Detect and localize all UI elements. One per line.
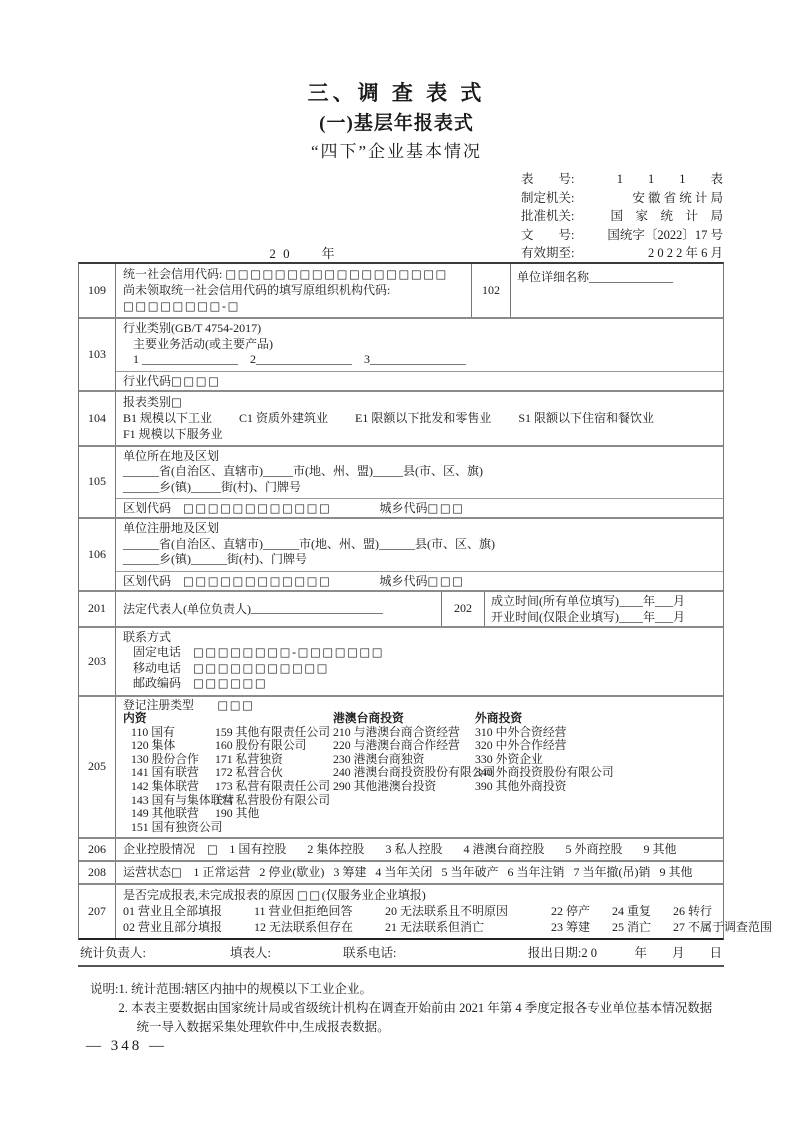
- foreign-header: 外商投资: [475, 711, 523, 726]
- list-item: 390 其他外商投资: [475, 779, 567, 794]
- legal-rep-label: 法定代表人(单位负责人): [123, 601, 251, 616]
- list-item: 1 正常运营: [193, 865, 251, 880]
- list-item: 6 当年注销: [507, 865, 565, 880]
- list-item: 240 港澳台商投资股份有限公司: [333, 765, 496, 780]
- row-105: [79, 445, 723, 518]
- list-item: 4 当年关闭: [375, 865, 433, 880]
- division-code-label: 区划代码: [123, 573, 172, 588]
- industry-class-label: 行业类别(GB/T 4754-2017): [123, 321, 262, 335]
- form-title: “四下”企业基本情况: [310, 141, 483, 161]
- registration-type-label: 登记注册类型: [123, 697, 194, 712]
- row-206: [79, 837, 723, 860]
- list-item: 310 中外合资经营: [475, 724, 567, 739]
- postcode-boxes: □□□□□□: [193, 676, 268, 690]
- list-item: 141 国有联营: [131, 765, 199, 780]
- list-item: 142 集体联营: [131, 779, 199, 794]
- report-type-option-f1: F1 规模以下服务业: [123, 426, 223, 441]
- registered-location-title: 单位注册地及区划: [123, 521, 220, 535]
- list-item: 120 集体: [131, 738, 176, 753]
- notes-label: 说明:: [90, 982, 119, 997]
- row-number-201: 201: [79, 592, 116, 626]
- list-item: 172 私营合伙: [215, 765, 283, 780]
- unit-name-label: 单位详细名称: [517, 270, 590, 284]
- list-item: 3 筹建: [333, 865, 367, 880]
- row-number-104: 104: [79, 392, 116, 445]
- meta-value: 国统字〔2022〕17 号: [607, 227, 723, 242]
- completion-reason-boxes: □□: [297, 888, 322, 903]
- meta-value: 1 1 1 表: [616, 172, 723, 186]
- report-type-label: 报表类别: [123, 394, 172, 409]
- registered-street-line: ______乡(镇)______街(村)、门牌号: [123, 552, 307, 566]
- unit-name-cell: [511, 264, 723, 317]
- org-code-label: 尚未领取统一社会信用代码的填写原组织机构代码:: [123, 283, 391, 297]
- activity-blanks: 1 ________________ 2________________ 3________________: [133, 352, 467, 366]
- title-block: [0, 78, 793, 165]
- industry-code-label: 行业代码: [123, 373, 172, 388]
- list-item: 02 营业且部分填报: [123, 920, 223, 935]
- row-205: [79, 695, 723, 838]
- registration-type-boxes: □□□: [217, 697, 255, 712]
- report-date-label: 报出日期:2 0 年 月 日: [527, 946, 722, 961]
- contact-phone-label: 联系电话:: [343, 946, 397, 961]
- completion-options-row2: [123, 919, 773, 935]
- list-item: 220 与港澳台商合作经营: [333, 738, 460, 753]
- legal-rep-cell: [116, 592, 441, 626]
- list-item: 27 不属于调查范围: [673, 920, 773, 935]
- operating-status-box: □: [171, 865, 184, 880]
- list-item: 290 其他港澳台投资: [333, 779, 437, 794]
- meta-row-form-number: [521, 170, 723, 189]
- completion-options-row1: [123, 903, 716, 919]
- division-code-boxes: □□□□□□□□□□□□: [183, 501, 332, 515]
- founding-time-cell: [485, 592, 723, 626]
- legal-rep-blank: ______________________: [251, 600, 383, 615]
- location-province-line: ______省(自治区、直辖市)_____市(地、州、盟)_____县(市、区、旗): [123, 464, 483, 478]
- page-number: — 348 —: [86, 1038, 167, 1054]
- holding-status-box: □: [207, 842, 220, 857]
- completion-note: (仅服务业企业填报): [321, 888, 426, 903]
- domestic-codes-col1: [123, 724, 235, 835]
- list-item: 20 无法联系且不明原因: [385, 904, 509, 919]
- hmt-header: 港澳台商投资: [333, 711, 404, 726]
- domestic-header: 内资: [123, 711, 147, 726]
- meta-row-valid-until: [521, 244, 723, 263]
- list-item: 171 私营独资: [215, 751, 283, 766]
- form-table: [78, 262, 773, 940]
- list-item: 320 中外合作经营: [475, 738, 567, 753]
- list-item: 24 重复: [612, 904, 652, 919]
- list-item: 110 国有: [131, 724, 175, 739]
- list-item: 7 当年撤(吊)销: [573, 865, 651, 880]
- row-number-207: 207: [79, 885, 116, 938]
- list-item: 230 港澳台商独资: [333, 751, 425, 766]
- report-type-cell: [116, 392, 723, 445]
- notes-block: [78, 980, 724, 1037]
- signature-row: [78, 940, 724, 967]
- meta-row-doc-number: [521, 226, 723, 245]
- meta-row-issuer: [521, 189, 723, 208]
- operating-status-cell: [116, 862, 723, 883]
- division-code-boxes: □□□□□□□□□□□□: [183, 573, 332, 588]
- registered-code-subrow: [116, 571, 723, 590]
- list-item: 210 与港澳台商合资经营: [333, 724, 460, 739]
- row-104: [79, 390, 723, 445]
- list-item: 9 其他: [643, 842, 677, 857]
- row-number-208: 208: [79, 862, 116, 883]
- form-body: [78, 262, 773, 1037]
- list-item: 5 当年破产: [441, 865, 499, 880]
- operating-status-options: [193, 864, 692, 880]
- industry-code-boxes: □□□□: [171, 373, 221, 388]
- credit-code-boxes: □□□□□□□□□□□□□□□□□□: [225, 267, 448, 281]
- meta-label: 表 号:: [521, 172, 575, 186]
- row-208: [79, 860, 723, 883]
- registered-location-cell: [116, 519, 723, 590]
- mobile-label: 移动电话: [133, 660, 182, 675]
- meta-label: 制定机关:: [521, 190, 575, 205]
- list-item: 160 股份有限公司: [215, 738, 307, 753]
- report-type-options: [123, 410, 654, 426]
- row-number-205: 205: [79, 697, 116, 838]
- subsection-title: (一)基层年报表式: [319, 113, 474, 135]
- list-item: 190 其他: [215, 806, 260, 821]
- list-item: 149 其他联营: [131, 806, 199, 821]
- landline-boxes: □□□□□□□□-□□□□□□□: [193, 645, 385, 659]
- urban-rural-code-boxes: □□□: [427, 501, 465, 515]
- row-103: [79, 317, 723, 390]
- row-201: [79, 590, 723, 626]
- list-item: 4 港澳台商控股: [463, 842, 545, 857]
- meta-value: 2 0 2 2 年 6 月: [647, 246, 723, 260]
- domestic-codes-col2: [215, 726, 333, 835]
- opening-time-line: 开业时间(仅限企业填写)____年___月: [491, 609, 685, 624]
- report-year-line: 2 0 年: [269, 246, 337, 261]
- completion-status-cell: [116, 885, 773, 938]
- list-item: 130 股份合作: [131, 751, 199, 766]
- list-item: 159 其他有限责任公司: [215, 724, 331, 739]
- list-item: 21 无法联系但消亡: [385, 920, 485, 935]
- credit-code-cell: [116, 264, 471, 317]
- row-207: [79, 883, 773, 938]
- list-item: 3 私人控股: [385, 842, 443, 857]
- meta-label: 批准机关:: [521, 209, 575, 223]
- meta-value: 安 徽 省 统 计 局: [632, 190, 723, 205]
- row-106: [79, 517, 723, 590]
- landline-label: 固定电话: [133, 645, 182, 659]
- list-item: 151 国有独资公司: [131, 819, 223, 834]
- completion-question-label: 是否完成报表,未完成报表的原因: [123, 888, 295, 903]
- list-item: 1. 统计范围:辖区内抽中的规模以下工业企业。: [118, 982, 372, 997]
- list-item: 5 外商控股: [565, 842, 623, 857]
- meta-label: 文 号:: [521, 227, 575, 242]
- main-activity-label: 主要业务活动(或主要产品): [133, 336, 273, 351]
- urban-rural-code-boxes: □□□: [427, 573, 465, 588]
- org-code-boxes: □□□□□□□□-□: [123, 299, 240, 313]
- list-item: 2. 本表主要数据由国家统计局或省级统计机构在调查开始前由 2021 年第 4 季度定报各专业单位基本情况数据统一导入数据采集处理软件中,生成报表数据。: [118, 1001, 713, 1035]
- registration-type-cell: [116, 697, 723, 838]
- list-item: 23 筹建: [551, 920, 591, 935]
- list-item: 330 外资企业: [475, 751, 543, 766]
- foreign-codes-col: [475, 726, 716, 835]
- industry-cell: [116, 319, 723, 390]
- section-title: 三、调 查 表 式: [307, 81, 486, 105]
- list-item: 11 营业但拒绝回答: [254, 904, 353, 919]
- holding-status-cell: [116, 839, 723, 860]
- list-item: 9 其他: [659, 865, 693, 880]
- list-item: B1 规模以下工业: [123, 410, 213, 425]
- row-number-105: 105: [79, 447, 116, 518]
- meta-value: 国 家 统 计 局: [610, 209, 723, 223]
- preparer-label: 填表人:: [230, 946, 271, 961]
- list-item: C1 资质外建筑业: [239, 410, 329, 425]
- list-item: 26 转行: [673, 904, 713, 919]
- meta-label: 有效期至:: [521, 246, 575, 260]
- operating-status-label: 运营状态: [123, 865, 172, 880]
- list-item: 173 私营有限责任公司: [215, 779, 331, 794]
- notes-list: [118, 980, 724, 1037]
- list-item: E1 限额以下批发和零售业: [355, 410, 492, 425]
- list-item: 1 国有控股: [229, 842, 287, 857]
- row-203: [79, 626, 723, 695]
- form-meta: [521, 170, 723, 263]
- unit-name-blank: ______________: [589, 270, 674, 284]
- list-item: 2 停业(歇业): [259, 865, 325, 880]
- list-item: 12 无法联系但存在: [254, 920, 354, 935]
- location-street-line: ______乡(镇)_____街(村)、门牌号: [123, 479, 301, 494]
- row-number-203: 203: [79, 628, 116, 695]
- location-code-subrow: [116, 498, 723, 517]
- location-title: 单位所在地及区划: [123, 448, 220, 463]
- postcode-label: 邮政编码: [133, 676, 182, 690]
- urban-rural-code-label: 城乡代码: [379, 501, 428, 515]
- list-item: 340 外商投资股份有限公司: [475, 765, 614, 780]
- list-item: 01 营业且全部填报: [123, 904, 223, 919]
- list-item: 2 集体控股: [307, 842, 365, 857]
- holding-status-label: 企业控股情况: [123, 842, 196, 857]
- list-item: 22 停产: [551, 904, 591, 919]
- industry-code-subrow: [116, 371, 723, 390]
- mobile-boxes: □□□□□□□□□□□: [193, 660, 330, 675]
- credit-code-label: 统一社会信用代码:: [123, 267, 223, 281]
- hmt-codes-col: [333, 724, 496, 835]
- urban-rural-code-label: 城乡代码: [379, 573, 428, 588]
- meta-row-approver: [521, 207, 723, 226]
- row-number-103: 103: [79, 319, 116, 390]
- row-number-202: 202: [441, 592, 485, 626]
- row-number-102: 102: [471, 264, 511, 317]
- list-item: 174 私营股份有限公司: [215, 792, 331, 807]
- report-type-box: □: [171, 394, 184, 409]
- contact-cell: [116, 628, 723, 695]
- list-item: 25 消亡: [612, 920, 652, 935]
- list-item: 143 国有与集体联营: [131, 792, 235, 807]
- founding-time-line: 成立时间(所有单位填写)____年___月: [491, 593, 685, 608]
- row-109: [79, 264, 723, 317]
- division-code-label: 区划代码: [123, 501, 172, 515]
- contact-title: 联系方式: [123, 629, 172, 644]
- row-number-106: 106: [79, 519, 116, 590]
- list-item: S1 限额以下住宿和餐饮业: [518, 410, 655, 425]
- location-cell: [116, 447, 723, 518]
- row-number-206: 206: [79, 839, 116, 860]
- registered-province-line: ______省(自治区、直辖市)______市(地、州、盟)______县(市、区、旗): [123, 536, 495, 551]
- row-number-109: 109: [79, 264, 116, 317]
- stats-head-label: 统计负责人:: [80, 946, 146, 961]
- holding-status-options: [229, 841, 676, 857]
